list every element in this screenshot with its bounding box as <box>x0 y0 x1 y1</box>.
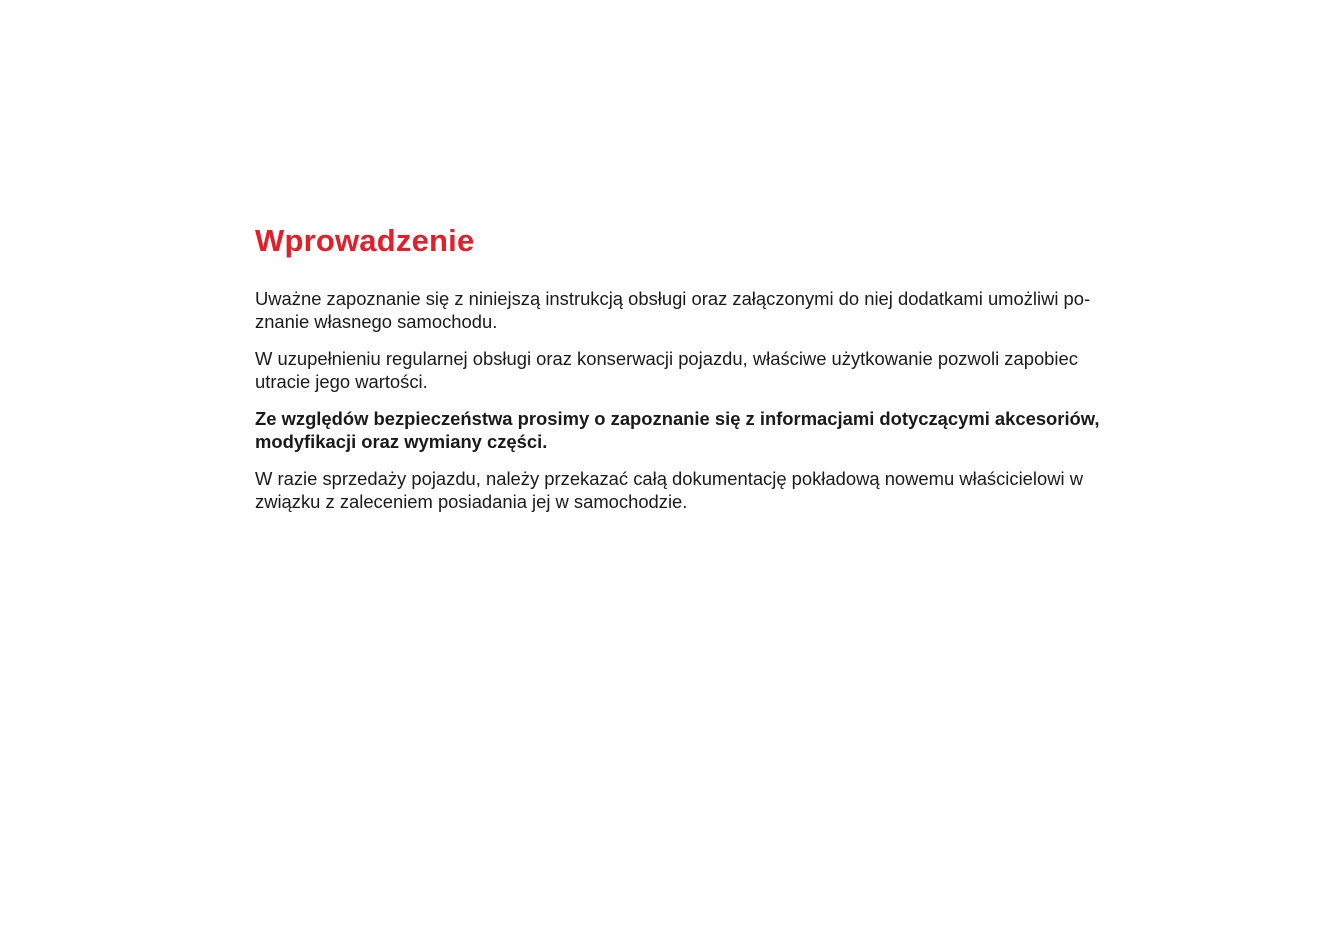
paragraph-line: modyfikacji oraz wymiany części. <box>255 431 548 452</box>
document-content <box>255 222 1145 527</box>
paragraph-line: związku z zaleceniem posiadania jej w samochodzie. <box>255 491 688 512</box>
resale-paragraph <box>255 467 1145 513</box>
paragraph-line: utracie jego wartości. <box>255 371 428 392</box>
paragraph-line: znanie własnego samochodu. <box>255 311 498 332</box>
paragraph-line: Ze względów bezpieczeństwa prosimy o zapoznanie się z informacjami dotyczącymi akcesoriów, <box>255 408 1100 429</box>
page-title: Wprowadzenie <box>255 223 475 258</box>
paragraph-line: W razie sprzedaży pojazdu, należy przekazać całą dokumentację pokładową nowemu właścicielowi w <box>255 468 1083 489</box>
paragraph-line: W uzupełnieniu regularnej obsługi oraz konserwacji pojazdu, właściwe użytkowanie pozwoli zapobiec <box>255 348 1078 369</box>
safety-notice-paragraph <box>255 407 1145 453</box>
maintenance-paragraph <box>255 347 1145 393</box>
intro-paragraph <box>255 287 1145 333</box>
paragraph-line: Uważne zapoznanie się z niniejszą instrukcją obsługi oraz załączonymi do niej dodatkami umożliwi po- <box>255 288 1091 309</box>
